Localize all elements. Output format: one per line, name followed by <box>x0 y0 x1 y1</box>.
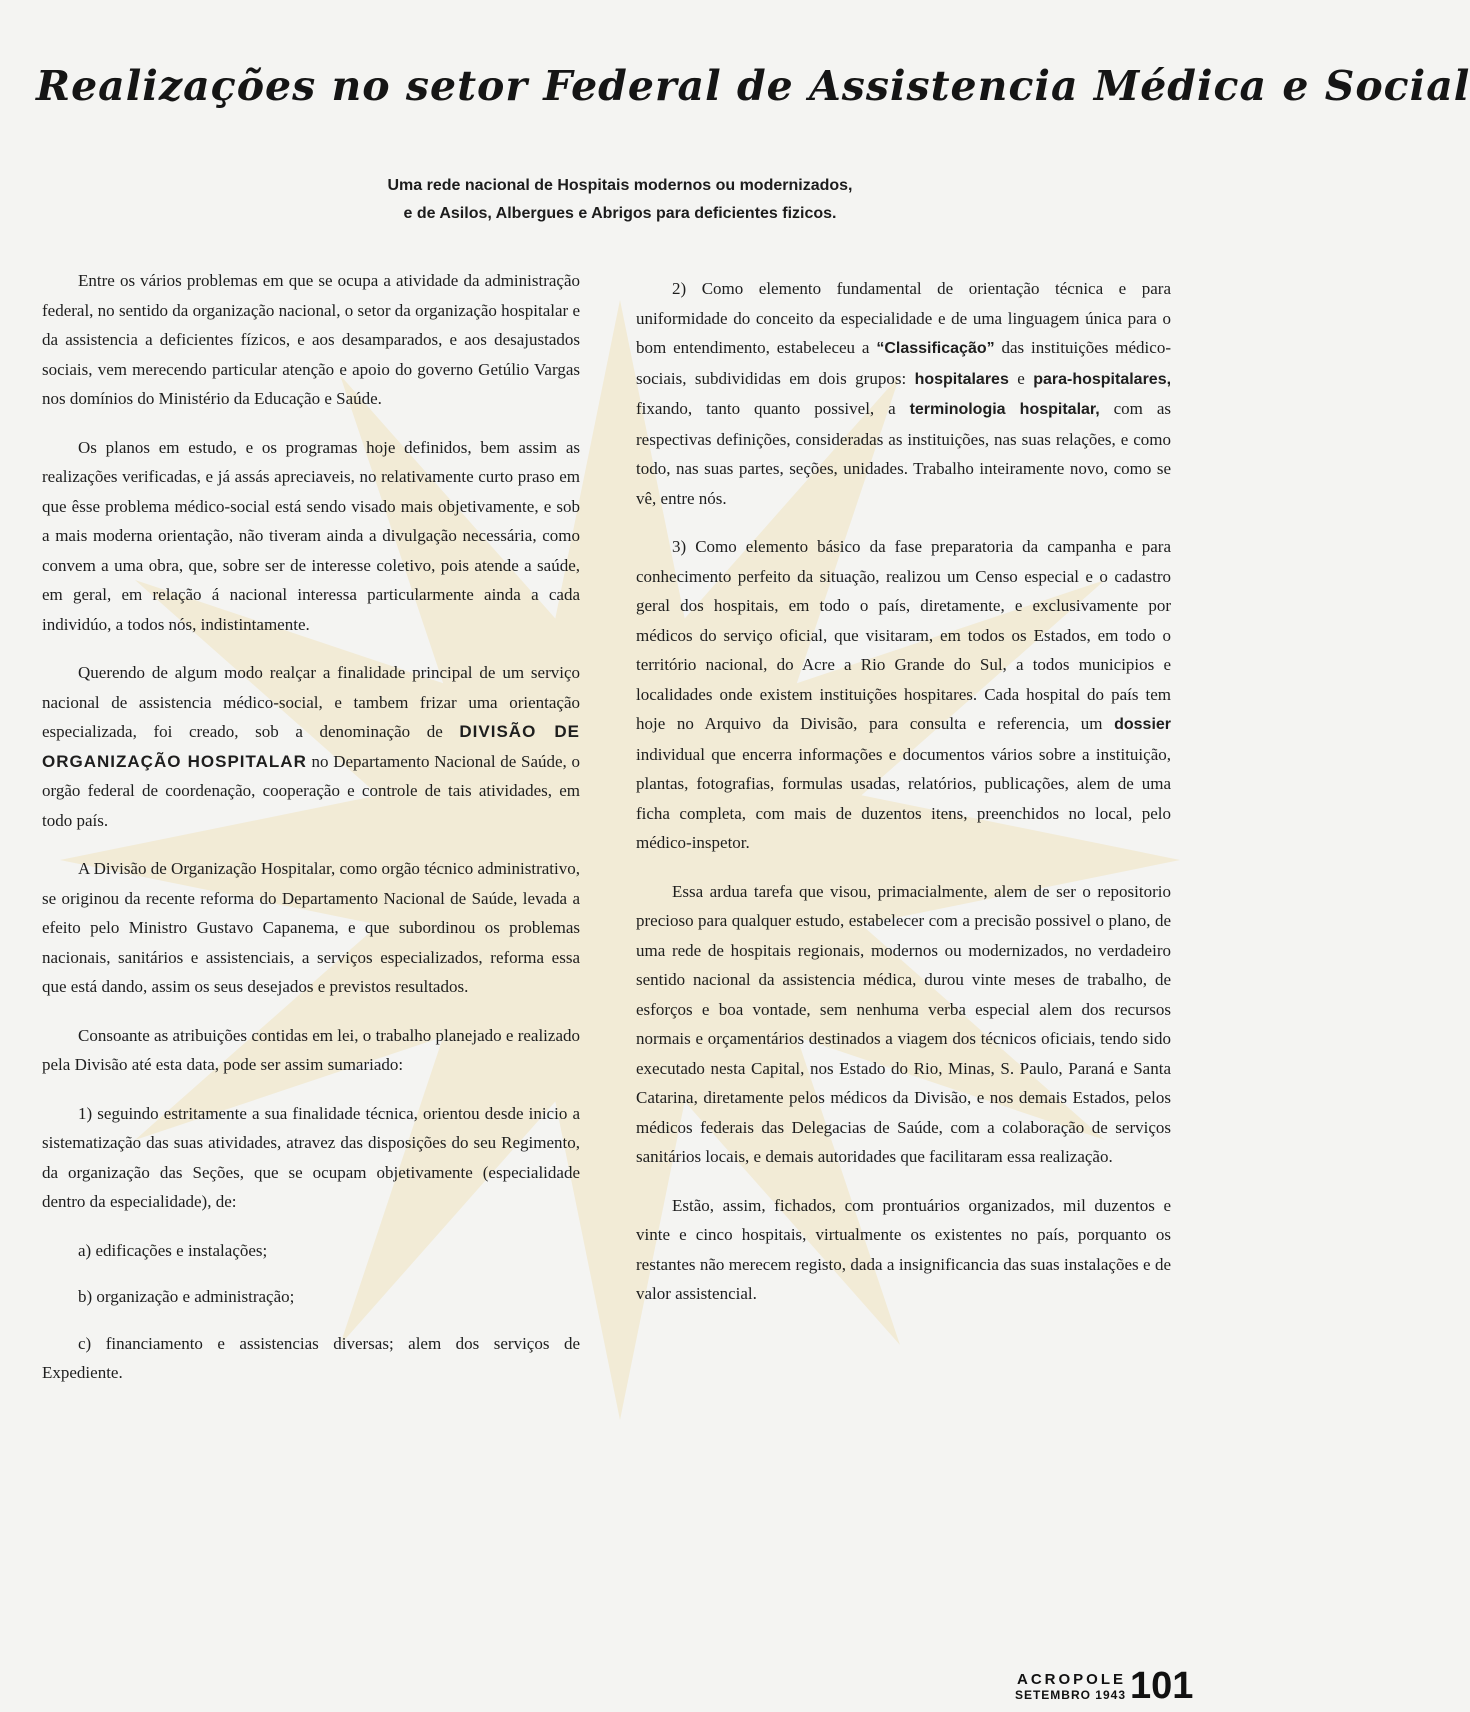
paragraph <box>636 532 1171 858</box>
subtitle-line-2: e de Asilos, Albergues e Abrigos para deficientes fizicos. <box>403 205 837 222</box>
bold-term: terminologia hospitalar, <box>909 401 1100 418</box>
text-span: fixando, tanto quanto possivel, a <box>636 399 896 418</box>
division-name: DIVISÃO DE ORGANIZAÇÃO HOSPITALAR <box>42 722 580 771</box>
paragraph: Entre os vários problemas em que se ocupa a atividade da administração federal, no sentido da organização nacional, o setor da organização hospitalar e da assistencia a deficientes fízicos, e aos desamparados, e aos desajustados sociais, vem merecendo particular atenção e apoio do governo Getúlio Vargas nos domínios do Ministério da Educação e Saúde. <box>42 271 580 408</box>
bold-term: para-hospitalares, <box>1033 370 1172 388</box>
text-span: 2) Como elemento fundamental de orientação técnica e para uniformidade do conceito da especialidade e de uma linguagem única para o bom entendimento, estabeleceu a <box>636 279 1171 357</box>
text-span: com as respectivas definições, consideradas as instituições, nas suas relações, e como todo, nas suas partes, seções, unidades. Trabalho inteiramente novo, como se vê, entre nós. <box>636 399 1171 508</box>
text-span: das instituições médico-sociais, subdivididas em dois grupos: <box>636 338 1171 388</box>
paragraph: Essa ardua tarefa que visou, primacialmente, alem de ser o repositorio precioso para qualquer estudo, estabelecer com a precisão possivel o plano, de uma rede de hospitais regionais, modernos ou modernizados, no verdadeiro sentido nacional da assistencia médica, durou vinte meses de trabalho, de esforços e boa vontade, sem nenhuma verba especial alem dos recursos normais e orçamentários destinados a viagem dos técnicos oficiais, tendo sido executado nesta Capital, nos Estado do Rio, Minas, S. Paulo, Paraná e Santa Catarina, diretamente pelos médicos da Divisão, e nos demais Estados, pelos médicos federais das Delegacias de Saúde, com a colaboração de serviços sanitários locais, e demais autoridades que facilitaram essa realização. <box>636 881 1171 1166</box>
paragraph: A Divisão de Organização Hospitalar, como orgão técnico administrativo, se originou da recente reforma do Departamento Nacional de Saúde, levada a efeito pelo Ministro Gustavo Capanema, e que subordinou os problemas nacionais, sanitários e assistenciais, a serviços especializados, reforma essa que está dando, assim os seus desejados e previstos resultados. <box>42 859 580 996</box>
page-number: 101 <box>1130 1665 1194 1707</box>
text-span: Querendo de algum modo realçar a finalidade principal de um serviço nacional de assistencia médico-social, e tambem frizar uma orientação especializada, foi creado, sob a denominação de <box>42 663 580 741</box>
list-item: a) edificações e instalações; <box>78 1240 268 1260</box>
article-title: Realizações no setor Federal de Assistencia Médica e Social <box>36 62 1470 110</box>
paragraph: Estão, assim, fichados, com prontuários organizados, mil duzentos e vinte e cinco hospitais, virtualmente os existentes no país, porquanto os restantes não merecem registo, dada a insignificancia das suas instalações e de valor assistencial. <box>636 1195 1171 1303</box>
text-span: no Departamento Nacional de Saúde, o orgão federal de coordenação, cooperação e controle de tais atividades, em todo país. <box>42 751 580 830</box>
text-span: individual que encerra informações e documentos vários sobre a instituição, plantas, fotografias, formulas usadas, relatórios, publicações, alem de uma ficha completa, com mais de duzentos itens, preenchidos no local, pelo médico-inspetor. <box>636 744 1171 852</box>
list-item: b) organização e administração; <box>78 1287 295 1306</box>
paragraph <box>42 658 580 835</box>
bold-term: dossier <box>1114 716 1172 733</box>
paragraph: Consoante as atribuições contidas em lei, o trabalho planejado e realizado pela Divisão até esta data, pode ser assim sumariado: <box>42 1025 580 1074</box>
magazine-name: ACROPOLE <box>1016 1671 1126 1688</box>
subtitle-line-1: Uma rede nacional de Hospitais modernos ou modernizados, <box>387 177 853 194</box>
paragraph <box>636 274 1171 513</box>
issue-date: SETEMBRO 1943 <box>1014 1688 1126 1702</box>
right-column <box>636 274 1171 1328</box>
bold-term: hospitalares <box>914 370 1009 388</box>
bold-term: “Classificação” <box>876 340 995 357</box>
text-span: 3) Como elemento básico da fase preparatoria da campanha e para conhecimento perfeito da situação, realizou um Censo especial e o cadastro geral dos hospitais, em todo o país, diretamente, e exclusivamente por médicos do serviço oficial, que visitaram, em todos os Estados, em todo o território nacional, do Acre a Rio Grande do Sul, a todos municipios e localidades onde existem instituições hospitares. Cada hospital do país tem hoje no Arquivo da Divisão, para consulta e referencia, um <box>636 537 1171 733</box>
text-span: e <box>1017 368 1025 388</box>
list-item: c) financiamento e assistencias diversas; alem dos serviços de Expediente. <box>42 1333 580 1382</box>
paragraph: Os planos em estudo, e os programas hoje definidos, bem assim as realizações verificadas, e já assás apreciaveis, no relativamente curto praso em que êsse problema médico-social está sendo visado mais objetivamente, e sob a mais moderna orientação, não tiveram ainda a divulgação necessária, como convem a uma obra, que, sobre ser de interesse coletivo, pois atende a saúde, em geral, em relação á nacional interessa particularmente ainda a cada individúo, a todos nós, indistintamente. <box>42 437 580 634</box>
left-column <box>42 266 580 1405</box>
paragraph: 1) seguindo estritamente a sua finalidade técnica, orientou desde inicio a sistematização das suas atividades, atravez das disposições do seu Regimento, da organização das Seções, que se ocupam objetivamente (especialidade dentro da especialidade), de: <box>42 1103 580 1211</box>
article-subtitle <box>300 172 940 228</box>
